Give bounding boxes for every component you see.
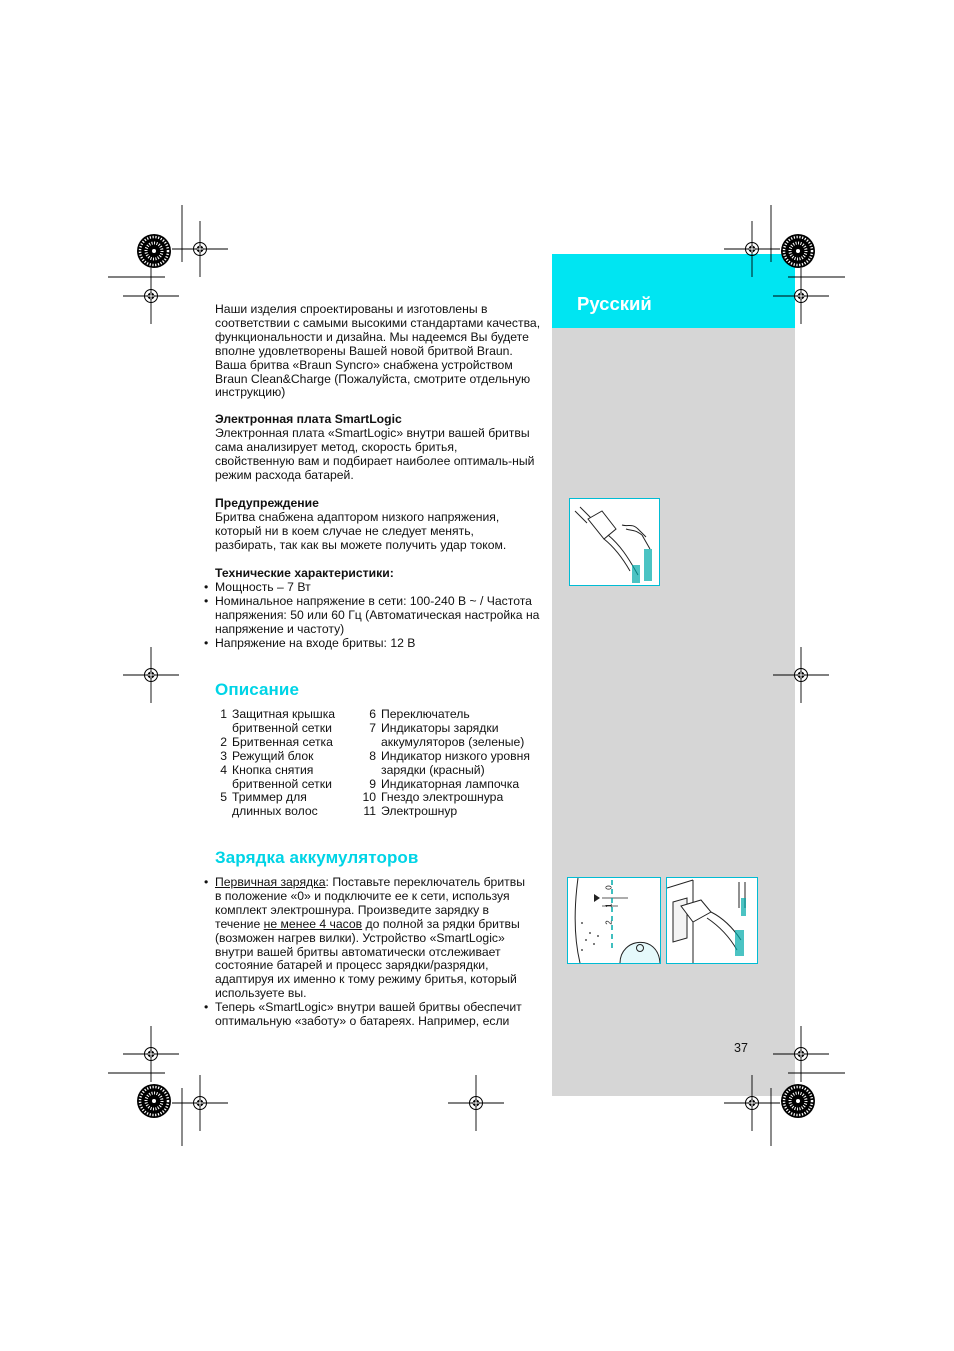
part-number: 6 [369,707,376,721]
part-label: Переключатель [381,707,470,721]
part-label: Триммер для длинных волос [232,790,318,819]
page-number: 37 [734,1041,748,1055]
part-number: 8 [369,748,376,763]
warning-heading: Предупреждение [215,496,319,510]
part-label: Индикаторная лампочка [381,776,520,791]
switch-mark-0: 0 [604,885,614,890]
warning-text: Бритва снабжена адаптором низкого напряжения, который ни в коем случае не следует менять, разбирать, так как вы можете получить удар током. [215,509,507,552]
specs-heading: Технические характеристики: [215,566,394,580]
part-number: 2 [220,734,227,749]
charging-text: : Поставьте переключатель бритвы в положение «0» и подключите ее к сети, используя комплект электрошнура. Произведите зарядку в течение [215,875,525,931]
spec-item: • Номинальное напряжение в сети: 100-240 В ~ / Частота напряжения: 50 или 60 Гц (Автоматическая настройка на напряжение и частоту) [215,595,545,637]
part-number: 11 [363,804,376,819]
spec-item: • Напряжение на входе бритвы: 12 В [215,637,545,651]
part-number: 7 [369,720,376,735]
switch-mark-1: 1 [604,903,614,908]
part-label: Индикатор низкого уровня зарядки (красный) [381,748,530,777]
part-number: 10 [362,790,376,805]
part-label: Защитная крышка бритвенной сетки [232,707,336,735]
charging-term: Первичная зарядка [215,875,326,889]
part-number: 1 [220,707,227,721]
part-number: 9 [369,776,376,791]
part-number: 5 [220,790,227,805]
part-number: 3 [220,748,227,763]
part-label: Режущий блок [232,748,314,763]
switch-mark-2: 2 [604,920,614,925]
spec-item: • Мощность – 7 Вт [215,581,545,595]
charging-item: • Теперь «SmartLogic» внутри вашей бритвы обеспечит оптимальную «заботу» о батареях. Например, если [215,1001,530,1029]
intro-paragraph: Наши изделия спроектированы и изготовлены в соответствии с самыми высокими стандартами качества, функциональности и дизайна. Мы надеемся Вы будете вполне удовлетворены Вашей новой бритвой Braun. Ваша бритва «Braun Syncro» снабжена устройством Braun Clean&Charge (Пожалуйста, смотрите отдельную инструкцию) [215,302,541,400]
part-label: Индикаторы зарядки аккумуляторов (зеленые) [381,720,525,749]
language-title: Русский [577,293,652,314]
part-label: Кнопка снятия бритвенной сетки [232,762,332,791]
charging-text: до полной за рядки бритвы (возможен нагрев вилки). Устройство «SmartLogic» внутри вашей бритвы автоматически отслеживает состояние батарей и процесс зарядки/разрядки, адаптируя их именно к тому режиму бритья, который используете вы. [215,916,520,1001]
part-label: Гнездо электрошнура [381,790,504,805]
charging-heading: Зарядка аккумуляторов [215,848,419,867]
description-heading: Описание [215,680,300,699]
part-number: 4 [220,762,227,777]
part-label: Электрошнур [381,804,458,819]
part-label: Бритвенная сетка [232,734,333,749]
charging-emphasis: не менее 4 часов [263,916,363,931]
smartlogic-heading: Электронная плата SmartLogic [215,412,402,426]
smartlogic-text: Электронная плата «SmartLogic» внутри вашей бритвы сама анализирует метод, скорость бритья, свойственную вам и подбирает наиболее оптималь-ный режим расхода батарей. [215,425,535,482]
